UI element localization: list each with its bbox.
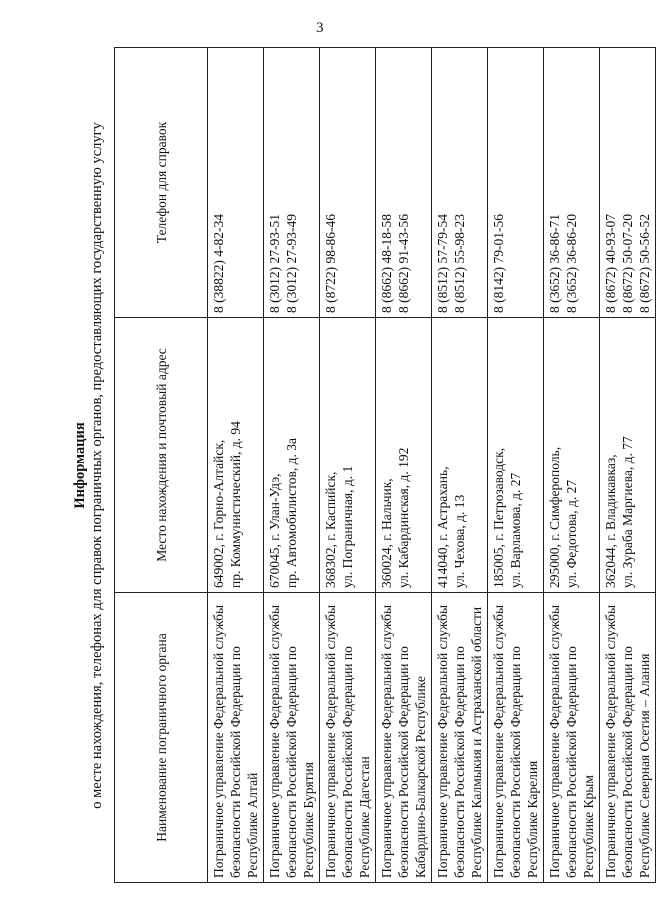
table-row	[600, 48, 656, 883]
agency-name-cell-line: безопасности Российской Федерации по	[340, 646, 355, 878]
phone-cell-line: 8 (8672) 50-56-52	[637, 214, 652, 313]
agency-name-cell	[320, 593, 376, 883]
phone-cell	[432, 48, 488, 318]
phone-cell	[320, 48, 376, 318]
header-agency-name: Наименование пограничного органа	[115, 593, 208, 883]
phone-cell	[264, 48, 320, 318]
agency-name-cell	[600, 593, 656, 883]
phone-cell-line: 8 (8142) 79-01-56	[491, 214, 506, 313]
phone-cell-line: 8 (8662) 48-18-58	[379, 214, 394, 313]
agency-name-cell-line: Республике Карелия	[525, 760, 540, 878]
agency-name-cell-line: Пограничное управление Федеральной службы	[491, 604, 506, 878]
phone-cell	[488, 48, 544, 318]
phone-cell-line: 8 (8662) 91-43-56	[396, 214, 411, 313]
address-cell-line: ул. Федотова, д. 27	[564, 479, 579, 588]
address-cell-line: 414040, г. Астрахань,	[435, 466, 450, 588]
agency-name-cell-line: Пограничное управление Федеральной службы	[379, 604, 394, 878]
agency-name-cell-line: Республике Дагестан	[357, 756, 372, 878]
border-agencies-table	[114, 47, 656, 883]
header-phone: Телефон для справок	[115, 48, 208, 318]
agency-name-cell-line: Пограничное управление Федеральной службы	[435, 604, 450, 878]
agency-name-cell-line: Республике Калмыкия и Астраханской области	[469, 606, 484, 878]
address-cell-line: ул. Варламова, д. 27	[508, 472, 523, 588]
agency-name-cell-line: безопасности Российской Федерации по	[284, 646, 299, 878]
phone-cell-line: 8 (3652) 36-86-20	[564, 214, 579, 313]
address-cell-line: пр. Коммунистический, д. 94	[228, 421, 243, 588]
agency-name-cell-line: безопасности Российской Федерации по	[396, 646, 411, 878]
agency-name-cell-line: безопасности Российской Федерации по	[508, 646, 523, 878]
agency-name-cell-line: безопасности Российской Федерации по	[620, 646, 635, 878]
agency-name-cell	[432, 593, 488, 883]
phone-cell-line: 8 (8512) 55-98-23	[452, 214, 467, 313]
agency-name-cell-line: Республике Алтай	[245, 772, 260, 878]
address-cell	[544, 318, 600, 593]
agency-name-cell-line: Республике Крым	[581, 775, 596, 878]
phone-cell	[600, 48, 656, 318]
address-cell-line: 649002, г. Горно-Алтайск,	[211, 439, 226, 588]
agency-name-cell	[208, 593, 264, 883]
address-cell-line: 360024, г. Нальчик,	[379, 478, 394, 588]
table-row	[376, 48, 432, 883]
address-cell-line: 295000, г. Симферополь,	[547, 446, 562, 588]
phone-cell	[208, 48, 264, 318]
table-row	[488, 48, 544, 883]
agency-name-cell-line: Республике Северная Осетия – Алания	[637, 653, 652, 878]
address-cell	[264, 318, 320, 593]
address-cell-line: пр. Автомобилистов, д. 3а	[284, 437, 299, 588]
phone-cell	[544, 48, 600, 318]
address-cell	[208, 318, 264, 593]
agency-name-cell-line: Пограничное управление Федеральной службы	[323, 604, 338, 878]
agency-name-cell	[544, 593, 600, 883]
address-cell-line: ул. Пограничная, д. 1	[340, 465, 355, 588]
address-cell	[488, 318, 544, 593]
address-cell-line: 670045, г. Улан-Удэ,	[267, 473, 282, 588]
address-cell	[600, 318, 656, 593]
document-heading	[72, 48, 106, 883]
document-title: Информация	[72, 422, 88, 509]
page-number: 3	[316, 20, 324, 36]
phone-cell-line: 8 (3012) 27-93-51	[267, 214, 282, 313]
agency-name-cell	[376, 593, 432, 883]
rotated-content	[72, 48, 652, 883]
agency-name-cell	[264, 593, 320, 883]
table-row	[264, 48, 320, 883]
phone-cell-line: 8 (8672) 40-93-07	[603, 214, 618, 313]
header-address: Место нахождения и почтовый адрес	[115, 318, 208, 593]
table-row	[432, 48, 488, 883]
table-row	[208, 48, 264, 883]
phone-cell-line: 8 (3652) 36-86-71	[547, 214, 562, 313]
agency-name-cell-line: Пограничное управление Федеральной службы	[267, 604, 282, 878]
address-cell-line: 362044, г. Владикавказ,	[603, 454, 618, 588]
address-cell	[376, 318, 432, 593]
phone-cell	[376, 48, 432, 318]
table-header-row	[115, 48, 208, 883]
address-cell-line: 185005, г. Петрозаводск,	[491, 447, 506, 588]
table-row	[320, 48, 376, 883]
phone-cell-line: 8 (3012) 27-93-49	[284, 214, 299, 313]
agency-name-cell	[488, 593, 544, 883]
agency-name-cell-line: Республике Бурятия	[301, 762, 316, 878]
address-cell-line: 368302, г. Каспийск,	[323, 471, 338, 588]
document-subtitle: о месте нахождения, телефонах для справок пограничных органов, предоставляющих государственную услугу	[89, 122, 105, 809]
phone-cell-line: 8 (8672) 50-07-20	[620, 214, 635, 313]
address-cell-line: ул. Кабардинская, д. 192	[396, 447, 411, 588]
agency-name-cell-line: Пограничное управление Федеральной службы	[211, 604, 226, 878]
address-cell-line: ул. Чехова, д. 13	[452, 494, 467, 588]
address-cell-line: ул. Зураба Маргиева, д. 77	[620, 436, 635, 588]
agency-name-cell-line: Пограничное управление Федеральной службы	[547, 604, 562, 878]
table-body	[208, 48, 656, 883]
agency-name-cell-line: безопасности Российской Федерации по	[564, 646, 579, 878]
phone-cell-line: 8 (8722) 98-86-46	[323, 214, 338, 313]
agency-name-cell-line: безопасности Российской Федерации по	[228, 646, 243, 878]
table-row	[544, 48, 600, 883]
address-cell	[320, 318, 376, 593]
agency-name-cell-line: безопасности Российской Федерации по	[452, 646, 467, 878]
agency-name-cell-line: Кабардино-Балкарской Республике	[413, 676, 428, 878]
address-cell	[432, 318, 488, 593]
phone-cell-line: 8 (8512) 57-79-54	[435, 214, 450, 313]
phone-cell-line: 8 (38822) 4-82-34	[211, 214, 226, 313]
agency-name-cell-line: Пограничное управление Федеральной службы	[603, 604, 618, 878]
